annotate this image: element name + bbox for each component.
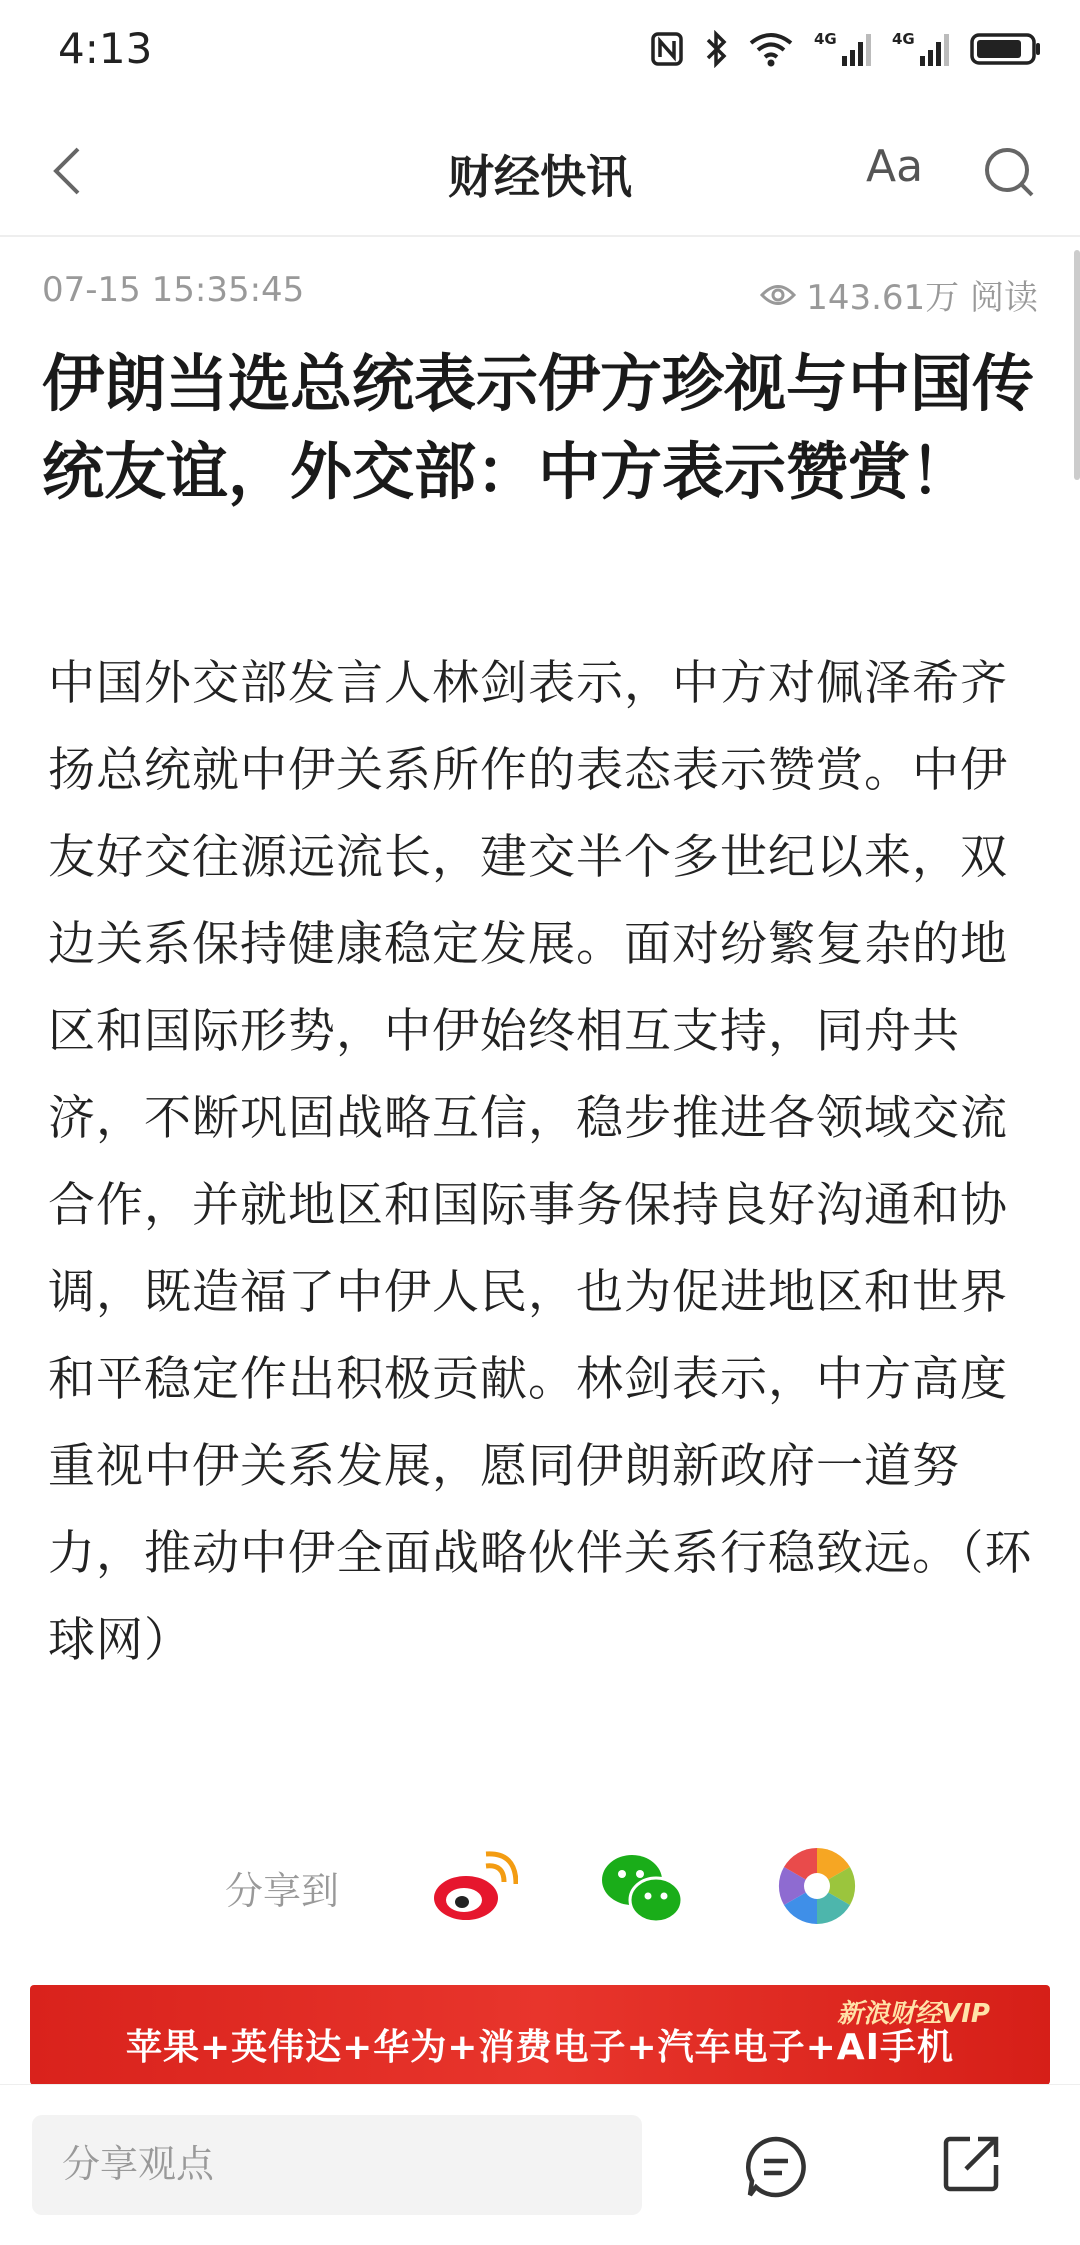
bottom-bar	[0, 2084, 1080, 2245]
wechat-icon	[598, 1848, 688, 1928]
article-body: 中国外交部发言人林剑表示，中方对佩泽希齐扬总统就中伊关系所作的表态表示赞赏。中伊友好交往源远流长，建交半个多世纪以来，双边关系保持健康稳定发展。面对纷繁复杂的地区和国际形势，中伊始终相互支持，同舟共济，不断巩固战略互信，稳步推进各领域交流合作，并就地区和国际事务保持良好沟通和协调，既造福了中伊人民，也为促进地区和世界和平稳定作出积极贡献。林剑表示，中方高度重视中伊关系发展，愿同伊朗新政府一道努力，推动中伊全面战略伙伴关系行稳致远。（环球网）	[48, 656, 1033, 1668]
share-weibo-button[interactable]	[428, 1848, 518, 1932]
4g-signal-icon	[814, 30, 872, 68]
4g-signal-icon	[892, 30, 950, 68]
network-label: 4G	[814, 30, 837, 48]
font-size-button[interactable]: Aa	[866, 141, 924, 192]
comment-input[interactable]	[32, 2115, 642, 2215]
page-title: 财经快讯	[448, 150, 632, 204]
read-count	[760, 270, 1038, 319]
search-button[interactable]	[980, 143, 1038, 201]
battery-icon	[970, 30, 1042, 68]
comment-button[interactable]	[744, 2135, 808, 2203]
publish-date: 07-15 15:35:45	[42, 270, 305, 310]
eye-icon	[760, 282, 796, 308]
share-label: 分享到	[225, 1869, 340, 1913]
status-time: 4:13	[58, 24, 153, 73]
top-nav-bar	[0, 105, 1080, 237]
status-icons	[650, 30, 1042, 68]
nfc-icon	[650, 31, 684, 67]
share-row	[0, 1840, 1080, 1940]
scrollbar[interactable]	[1074, 250, 1080, 480]
article-meta	[42, 270, 1038, 320]
banner-brand: 新浪财经VIP	[837, 1999, 990, 2029]
search-icon	[980, 143, 1038, 201]
network-label: 4G	[892, 30, 915, 48]
moments-icon	[775, 1844, 859, 1928]
status-bar	[0, 0, 1080, 105]
comment-icon	[744, 2135, 808, 2199]
share-moments-button[interactable]	[775, 1844, 859, 1932]
read-count-text: 143.61万 阅读	[806, 278, 1038, 318]
article-headline: 伊朗当选总统表示伊方珍视与中国传统友谊，外交部：中方表示赞赏！	[42, 347, 1035, 508]
banner-text: 苹果+英伟达+华为+消费电子+汽车电子+AI手机	[125, 2027, 955, 2068]
share-wechat-button[interactable]	[598, 1848, 688, 1932]
wifi-icon	[748, 31, 794, 67]
promo-banner[interactable]	[30, 1985, 1050, 2085]
bluetooth-icon	[704, 30, 728, 68]
weibo-icon	[428, 1848, 518, 1928]
share-button[interactable]	[940, 2131, 1004, 2199]
share-out-icon	[940, 2131, 1004, 2195]
